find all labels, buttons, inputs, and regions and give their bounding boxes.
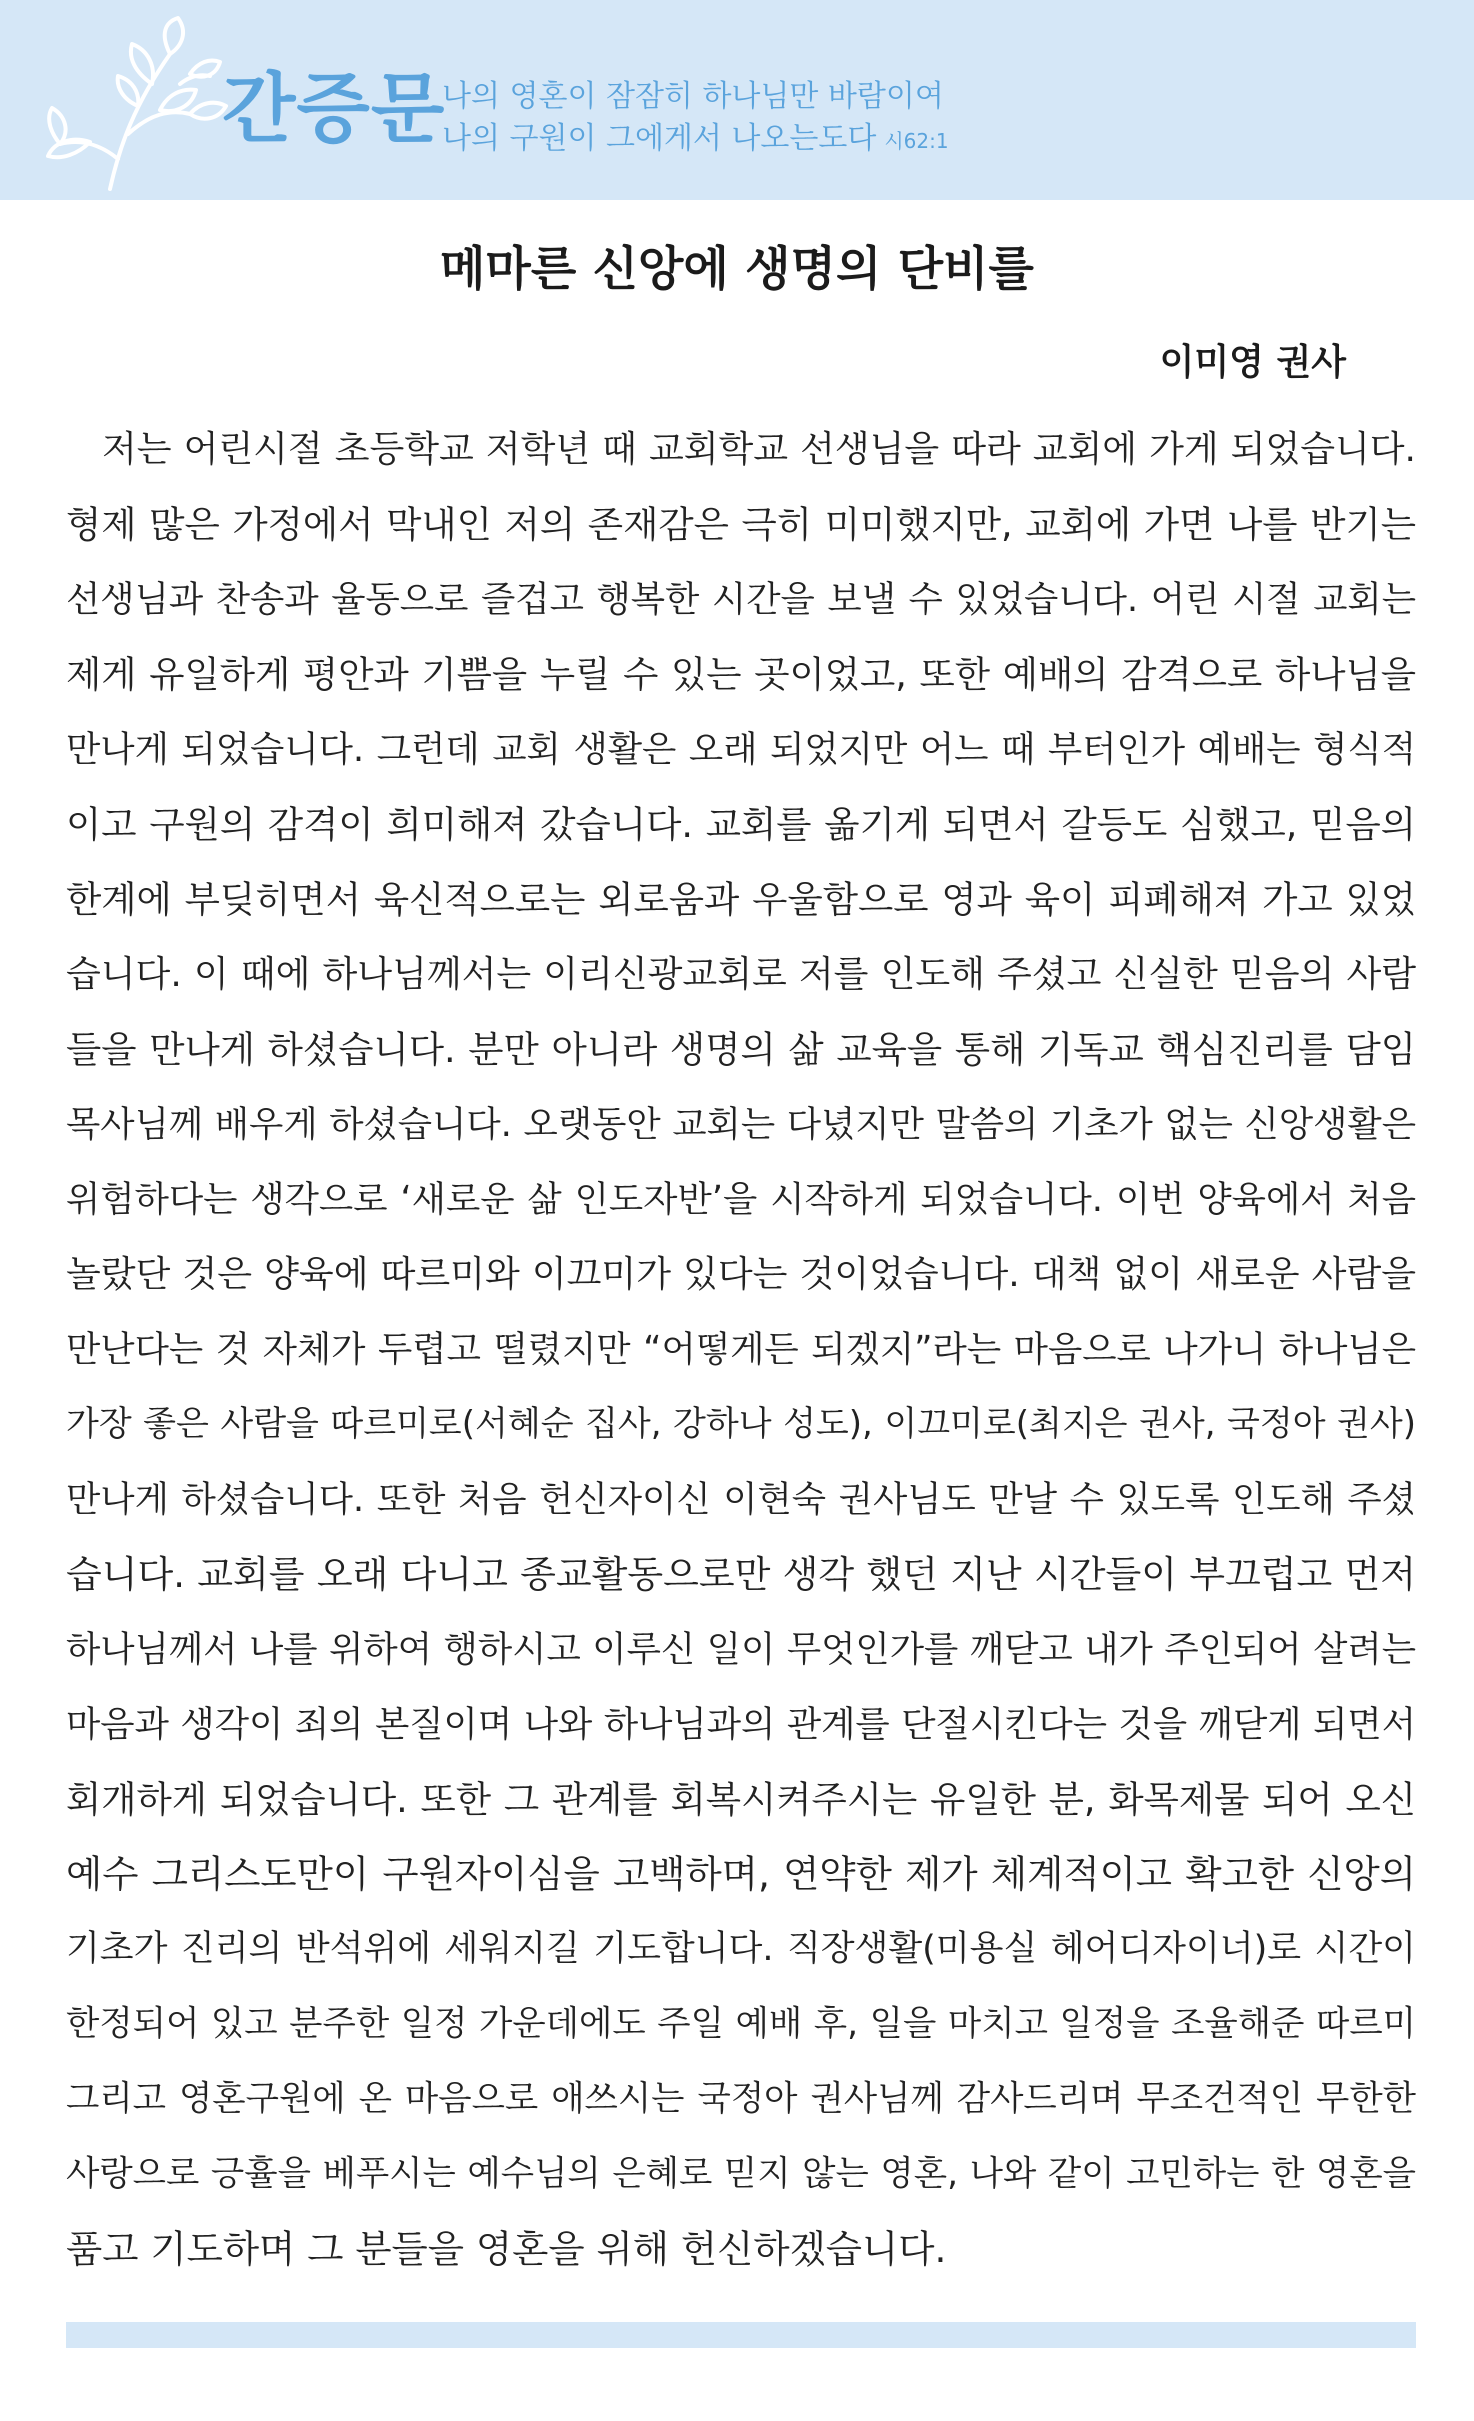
body-line: 회개하게 되었습니다. 또한 그 관계를 회복시켜주시는 유일한 분, 화목제물 되어 오신 — [66, 1778, 1416, 1821]
verse-line-1: 나의 영혼이 잠잠히 하나님만 바람이여 — [442, 79, 944, 114]
section-title: 간증문 — [222, 64, 446, 153]
body-line: 그리고 영혼구원에 온 마음으로 애쓰시는 국정아 권사님께 감사드리며 무조건적인 무한한 — [66, 2079, 1416, 2119]
body-line: 사랑으로 긍휼을 베푸시는 예수님의 은혜로 믿지 않는 영혼, 나와 같이 고민하는 한 영혼을 — [66, 2154, 1416, 2194]
body-line: 만나게 하셨습니다. 또한 처음 헌신자이신 이현숙 권사님도 만날 수 있도록 인도해 주셨 — [66, 1479, 1416, 1520]
body-line: 만나게 되었습니다. 그런데 교회 생활은 오래 되었지만 어느 때 부터인가 예배는 형식적 — [66, 729, 1416, 770]
article-title: 메마른 신앙에 생명의 단비를 — [440, 242, 1034, 297]
body-line: 형제 많은 가정에서 막내인 저의 존재감은 극히 미미했지만, 교회에 가면 나를 반기는 — [66, 503, 1416, 546]
article-author: 이미영 권사 — [1159, 342, 1346, 383]
footer-bar — [66, 2322, 1416, 2348]
body-line: 이고 구원의 감격이 희미해져 갔습니다. 교회를 옮기게 되면서 갈등도 심했고, 믿음의 — [66, 803, 1416, 846]
body-line: 하나님께서 나를 위하여 행하시고 이루신 일이 무엇인가를 깨닫고 내가 주인되어 살려는 — [66, 1629, 1416, 1670]
body-line: 제게 유일하게 평안과 기쁨을 누릴 수 있는 곳이었고, 또한 예배의 감격으로 하나님을 — [66, 653, 1416, 696]
article-body — [66, 412, 1416, 2287]
body-line: 예수 그리스도만이 구원자이심을 고백하며, 연약한 제가 체계적이고 확고한 신앙의 — [66, 1852, 1416, 1896]
body-line: 만난다는 것 자체가 두렵고 떨렸지만 “어떻게든 되겠지”라는 마음으로 나가니 하나님은 — [66, 1329, 1416, 1370]
leafy-branch-icon — [40, 14, 230, 194]
margin-mark — [0, 1340, 1, 1365]
body-line: 놀랐단 것은 양육에 따르미와 이끄미가 있다는 것이었습니다. 대책 없이 새로운 사람을 — [66, 1254, 1416, 1295]
header-band — [0, 0, 1474, 200]
verse-line-2-text: 나의 구원이 그에게서 나오는도다 — [442, 121, 877, 156]
body-line: 선생님과 찬송과 율동으로 즐겁고 행복한 시간을 보낼 수 있었습니다. 어린 시절 교회는 — [66, 579, 1416, 620]
body-line: 습니다. 교회를 오래 다니고 종교활동으로만 생각 했던 지난 시간들이 부끄럽고 먼저 — [66, 1553, 1416, 1596]
body-line: 들을 만나게 하셨습니다. 분만 아니라 생명의 삶 교육을 통해 기독교 핵심진리를 담임 — [66, 1028, 1416, 1071]
body-line: 가장 좋은 사람을 따르미로(서혜순 집사, 강하나 성도), 이끄미로(최지은 권사, 국정아 권사) — [66, 1404, 1416, 1444]
body-line: 저는 어린시절 초등학교 저학년 때 교회학교 선생님을 따라 교회에 가게 되었습니다. — [102, 429, 1416, 470]
verse-line-2 — [442, 118, 949, 162]
body-line: 목사님께 배우게 하셨습니다. 오랫동안 교회는 다녔지만 말씀의 기초가 없는 신앙생활은 — [66, 1104, 1416, 1145]
header-verse — [442, 76, 949, 162]
body-line: 한계에 부딪히면서 육신적으로는 외로움과 우울함으로 영과 육이 피폐해져 가고 있었 — [66, 878, 1416, 921]
body-line: 위험하다는 생각으로 ‘새로운 삶 인도자반’을 시작하게 되었습니다. 이번 양육에서 처음 — [66, 1179, 1416, 1220]
body-line: 기초가 진리의 반석위에 세워지길 기도합니다. 직장생활(미용실 헤어디자이너)로 시간이 — [66, 1929, 1416, 1969]
body-line: 습니다. 이 때에 하나님께서는 이리신광교회로 저를 인도해 주셨고 신실한 믿음의 사람 — [66, 954, 1416, 995]
verse-reference: 시62:1 — [884, 129, 949, 153]
body-line: 마음과 생각이 죄의 본질이며 나와 하나님과의 관계를 단절시킨다는 것을 깨닫게 되면서 — [66, 1704, 1416, 1745]
body-line: 한정되어 있고 분주한 일정 가운데에도 주일 예배 후, 일을 마치고 일정을 조율해준 따르미 — [66, 2004, 1416, 2044]
body-line: 품고 기도하며 그 분들을 영혼을 위해 헌신하겠습니다. — [66, 2227, 947, 2271]
